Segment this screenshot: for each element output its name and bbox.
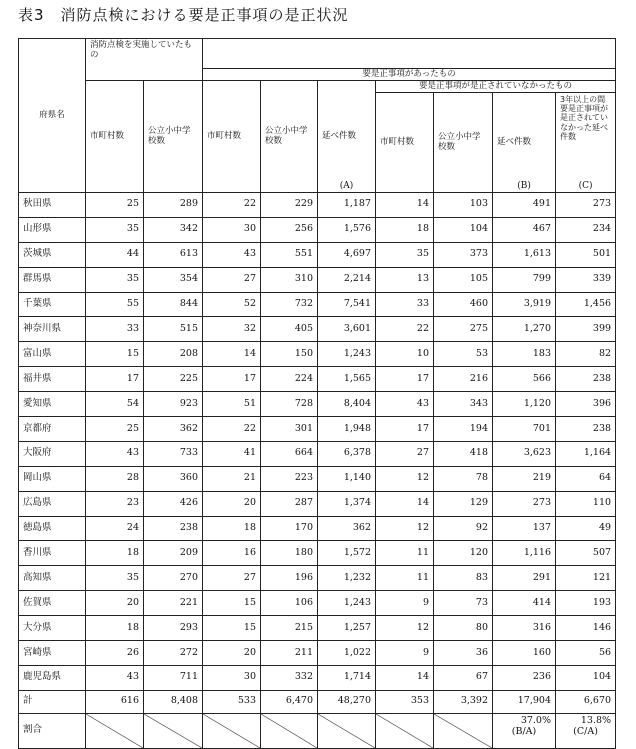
- table-cell: 234: [556, 217, 616, 242]
- table-cell: 287: [261, 491, 318, 516]
- table-cell: 12: [376, 616, 434, 641]
- table-cell: 30: [203, 665, 261, 690]
- table-cell: 20: [86, 591, 144, 616]
- total-cell: 616: [86, 690, 144, 713]
- table-cell: 844: [144, 292, 203, 317]
- table-cell: 83: [434, 566, 493, 591]
- table-cell: 396: [556, 392, 616, 417]
- table-cell: 360: [144, 466, 203, 491]
- table-cell: 551: [261, 242, 318, 267]
- table-cell: 27: [203, 267, 261, 292]
- table-cell: 67: [434, 665, 493, 690]
- table-row: [19, 193, 616, 218]
- table-row: [19, 367, 616, 392]
- table-cell: 1,576: [318, 217, 376, 242]
- table-cell: 1,270: [493, 317, 556, 342]
- table-cell: 1,613: [493, 242, 556, 267]
- table-cell: 196: [261, 566, 318, 591]
- table-cell: 1,714: [318, 665, 376, 690]
- pref-name: 大阪府: [19, 441, 86, 466]
- table-row: [19, 566, 616, 591]
- table-cell: 26: [86, 641, 144, 666]
- table-cell: 316: [493, 616, 556, 641]
- header-required-total-label: 延べ件数: [322, 130, 357, 141]
- table-row: [19, 516, 616, 541]
- pref-name: 千葉県: [19, 292, 86, 317]
- total-cell: 17,904: [493, 690, 556, 713]
- table-cell: 110: [556, 491, 616, 516]
- table-cell: 491: [493, 193, 556, 218]
- table-cell: 1,120: [493, 392, 556, 417]
- table-cell: 701: [493, 417, 556, 442]
- table-row: [19, 267, 616, 292]
- table-cell: 160: [493, 641, 556, 666]
- table-cell: 219: [493, 466, 556, 491]
- table-cell: 129: [434, 491, 493, 516]
- table-cell: 223: [261, 466, 318, 491]
- table-title: 表3 消防点検における要是正事項の是正状況: [18, 6, 349, 24]
- table-cell: 507: [556, 541, 616, 566]
- ratio-c-formula: (C/A): [573, 725, 598, 737]
- table-cell: 22: [203, 417, 261, 442]
- table-cell: 10: [376, 342, 434, 367]
- table-cell: 613: [144, 242, 203, 267]
- total-cell: 6,670: [556, 690, 616, 713]
- table-cell: 78: [434, 466, 493, 491]
- table-cell: 106: [261, 591, 318, 616]
- table-cell: 1,187: [318, 193, 376, 218]
- table-cell: 733: [144, 441, 203, 466]
- table-cell: 225: [144, 367, 203, 392]
- pref-name: 高知県: [19, 566, 86, 591]
- header-uncorrected-municipalities: 市町村数: [376, 93, 434, 193]
- table-cell: 121: [556, 566, 616, 591]
- table-cell: 923: [144, 392, 203, 417]
- total-cell: 3,392: [434, 690, 493, 713]
- table-cell: 80: [434, 616, 493, 641]
- table-cell: 23: [86, 491, 144, 516]
- table-cell: 18: [203, 516, 261, 541]
- table-cell: 16: [203, 541, 261, 566]
- table-cell: 224: [261, 367, 318, 392]
- table-cell: 12: [376, 466, 434, 491]
- table-cell: 273: [556, 193, 616, 218]
- table-cell: 52: [203, 292, 261, 317]
- mark-c: (C): [578, 180, 593, 191]
- table-cell: 35: [86, 267, 144, 292]
- table-cell: 238: [556, 367, 616, 392]
- total-cell: 533: [203, 690, 261, 713]
- table-row: [19, 641, 616, 666]
- mark-b: (B): [517, 180, 531, 191]
- header-uncorrected-group: 要是正事項が是正されていなかったもの: [376, 81, 616, 93]
- table-cell: 332: [261, 665, 318, 690]
- total-cell: 6,470: [261, 690, 318, 713]
- table-cell: 43: [203, 242, 261, 267]
- table-row: [19, 292, 616, 317]
- table-cell: 238: [556, 417, 616, 442]
- table-cell: 1,164: [556, 441, 616, 466]
- table-cell: 193: [556, 591, 616, 616]
- table-cell: 236: [493, 665, 556, 690]
- table-cell: 92: [434, 516, 493, 541]
- pref-name: 神奈川県: [19, 317, 86, 342]
- table-cell: 4,697: [318, 242, 376, 267]
- table-cell: 43: [376, 392, 434, 417]
- table-cell: 256: [261, 217, 318, 242]
- table-cell: 7,541: [318, 292, 376, 317]
- table-cell: 1,232: [318, 566, 376, 591]
- diagonal-cell: [86, 713, 144, 748]
- table-cell: 3,623: [493, 441, 556, 466]
- pref-name: 徳島県: [19, 516, 86, 541]
- table-cell: 799: [493, 267, 556, 292]
- table-cell: 460: [434, 292, 493, 317]
- total-cell: 8,408: [144, 690, 203, 713]
- table-cell: 30: [203, 217, 261, 242]
- table-cell: 399: [556, 317, 616, 342]
- table-body: [19, 193, 616, 691]
- inspection-table: [18, 38, 616, 749]
- table-cell: 33: [376, 292, 434, 317]
- pref-name: 岡山県: [19, 466, 86, 491]
- table-cell: 1,565: [318, 367, 376, 392]
- table-cell: 1,948: [318, 417, 376, 442]
- total-row: [19, 690, 616, 713]
- ratio-row: [19, 713, 616, 748]
- header-uncorrected-total-label: 延べ件数: [497, 136, 532, 147]
- table-cell: 25: [86, 417, 144, 442]
- pref-name: 佐賀県: [19, 591, 86, 616]
- header-three-years: [556, 93, 616, 193]
- table-cell: 1,116: [493, 541, 556, 566]
- table-cell: 170: [261, 516, 318, 541]
- table-cell: 194: [434, 417, 493, 442]
- pref-name: 茨城県: [19, 242, 86, 267]
- header-required-total: [318, 81, 376, 193]
- table-cell: 208: [144, 342, 203, 367]
- table-cell: 1,243: [318, 342, 376, 367]
- table-cell: 32: [203, 317, 261, 342]
- table-cell: 8,404: [318, 392, 376, 417]
- header-three-years-label: 3年以上の間要是正事項が是正されていなかった延べ件数: [560, 95, 609, 141]
- table-cell: 20: [203, 641, 261, 666]
- diagonal-cell: [144, 713, 203, 748]
- table-cell: 211: [261, 641, 318, 666]
- table-cell: 216: [434, 367, 493, 392]
- table-cell: 150: [261, 342, 318, 367]
- table-cell: 18: [86, 541, 144, 566]
- table-cell: 35: [86, 217, 144, 242]
- table-cell: 24: [86, 516, 144, 541]
- table-cell: 137: [493, 516, 556, 541]
- table-cell: 354: [144, 267, 203, 292]
- table-row: [19, 342, 616, 367]
- table-cell: 339: [556, 267, 616, 292]
- table-row: [19, 591, 616, 616]
- header-pref: 府県名: [19, 39, 86, 193]
- total-label: 計: [19, 690, 86, 713]
- table-cell: 362: [144, 417, 203, 442]
- table-cell: 728: [261, 392, 318, 417]
- table-cell: 104: [556, 665, 616, 690]
- table-row: [19, 491, 616, 516]
- table-cell: 43: [86, 441, 144, 466]
- table-cell: 275: [434, 317, 493, 342]
- table-cell: 711: [144, 665, 203, 690]
- table-cell: 6,378: [318, 441, 376, 466]
- table-cell: 501: [556, 242, 616, 267]
- table-cell: 1,140: [318, 466, 376, 491]
- table-cell: 36: [434, 641, 493, 666]
- table-cell: 17: [86, 367, 144, 392]
- table-cell: 43: [86, 665, 144, 690]
- pref-name: 京都府: [19, 417, 86, 442]
- table-cell: 289: [144, 193, 203, 218]
- table-cell: 73: [434, 591, 493, 616]
- table-cell: 3,919: [493, 292, 556, 317]
- table-cell: 291: [493, 566, 556, 591]
- table-cell: 51: [203, 392, 261, 417]
- table-cell: 9: [376, 641, 434, 666]
- table-cell: 238: [144, 516, 203, 541]
- table-cell: 35: [86, 566, 144, 591]
- header-uncorrected-total: [493, 93, 556, 193]
- table-row: [19, 441, 616, 466]
- table-cell: 21: [203, 466, 261, 491]
- table-cell: 18: [86, 616, 144, 641]
- table-row: [19, 417, 616, 442]
- table-cell: 49: [556, 516, 616, 541]
- table-cell: 18: [376, 217, 434, 242]
- table-cell: 14: [203, 342, 261, 367]
- table-cell: 44: [86, 242, 144, 267]
- table-cell: 301: [261, 417, 318, 442]
- table-row: [19, 217, 616, 242]
- table-cell: 270: [144, 566, 203, 591]
- header-required-schools: 公立小中学校数: [261, 81, 318, 193]
- table-cell: 53: [434, 342, 493, 367]
- table-cell: 15: [203, 591, 261, 616]
- table-cell: 28: [86, 466, 144, 491]
- table-row: [19, 392, 616, 417]
- pref-name: 大分県: [19, 616, 86, 641]
- ratio-b-cell: [493, 713, 556, 748]
- table-cell: 25: [86, 193, 144, 218]
- diagonal-cell: [376, 713, 434, 748]
- table-cell: 27: [203, 566, 261, 591]
- table-cell: 221: [144, 591, 203, 616]
- diagonal-cell: [261, 713, 318, 748]
- table-cell: 56: [556, 641, 616, 666]
- pref-name: 山形県: [19, 217, 86, 242]
- table-cell: 22: [203, 193, 261, 218]
- header-required-municipalities: 市町村数: [203, 81, 261, 193]
- table-cell: 467: [493, 217, 556, 242]
- table-cell: 13: [376, 267, 434, 292]
- table-cell: 20: [203, 491, 261, 516]
- header-required-group: 要是正事項があったもの: [203, 69, 616, 81]
- table-cell: 55: [86, 292, 144, 317]
- table-cell: 15: [86, 342, 144, 367]
- table-cell: 17: [376, 417, 434, 442]
- table-cell: 3,601: [318, 317, 376, 342]
- table-row: [19, 541, 616, 566]
- table-cell: 272: [144, 641, 203, 666]
- table-cell: 35: [376, 242, 434, 267]
- table-cell: 405: [261, 317, 318, 342]
- table-cell: 1,374: [318, 491, 376, 516]
- table-cell: 180: [261, 541, 318, 566]
- table-cell: 11: [376, 541, 434, 566]
- diagonal-cell: [318, 713, 376, 748]
- table-cell: 414: [493, 591, 556, 616]
- table-row: [19, 242, 616, 267]
- table-cell: 293: [144, 616, 203, 641]
- total-cell: 48,270: [318, 690, 376, 713]
- pref-name: 広島県: [19, 491, 86, 516]
- table-cell: 105: [434, 267, 493, 292]
- table-cell: 418: [434, 441, 493, 466]
- table-cell: 310: [261, 267, 318, 292]
- table-cell: 15: [203, 616, 261, 641]
- ratio-c-cell: [556, 713, 616, 748]
- table-row: [19, 665, 616, 690]
- header-spacer: [203, 39, 616, 69]
- table-cell: 229: [261, 193, 318, 218]
- pref-name: 福井県: [19, 367, 86, 392]
- table-cell: 54: [86, 392, 144, 417]
- pref-name: 富山県: [19, 342, 86, 367]
- table-cell: 17: [376, 367, 434, 392]
- mark-a: (A): [339, 180, 354, 191]
- table-cell: 27: [376, 441, 434, 466]
- table-cell: 343: [434, 392, 493, 417]
- table-cell: 1,243: [318, 591, 376, 616]
- pref-name: 鹿児島県: [19, 665, 86, 690]
- table-cell: 12: [376, 516, 434, 541]
- table-cell: 209: [144, 541, 203, 566]
- table-cell: 362: [318, 516, 376, 541]
- header-inspect-municipalities: 市町村数: [86, 81, 144, 193]
- ratio-c-pct: 13.8%: [580, 714, 612, 726]
- header-inspect-group: 消防点検を実施していたもの: [86, 39, 203, 81]
- table-cell: 146: [556, 616, 616, 641]
- table-cell: 664: [261, 441, 318, 466]
- table-cell: 1,257: [318, 616, 376, 641]
- table-cell: 120: [434, 541, 493, 566]
- table-cell: 373: [434, 242, 493, 267]
- pref-name: 愛知県: [19, 392, 86, 417]
- ratio-b-formula: (B/A): [511, 725, 537, 737]
- table-cell: 215: [261, 616, 318, 641]
- table-row: [19, 466, 616, 491]
- table-cell: 1,456: [556, 292, 616, 317]
- table-cell: 17: [203, 367, 261, 392]
- table-cell: 82: [556, 342, 616, 367]
- table-cell: 103: [434, 193, 493, 218]
- table-cell: 566: [493, 367, 556, 392]
- table-cell: 2,214: [318, 267, 376, 292]
- table-cell: 22: [376, 317, 434, 342]
- diagonal-cell: [203, 713, 261, 748]
- table-cell: 11: [376, 566, 434, 591]
- total-cell: 353: [376, 690, 434, 713]
- table-cell: 732: [261, 292, 318, 317]
- header-uncorrected-schools: 公立小中学校数: [434, 93, 493, 193]
- pref-name: 宮崎県: [19, 641, 86, 666]
- table-cell: 273: [493, 491, 556, 516]
- table-row: [19, 616, 616, 641]
- header-inspect-schools: 公立小中学校数: [144, 81, 203, 193]
- table-cell: 426: [144, 491, 203, 516]
- table-cell: 1,572: [318, 541, 376, 566]
- table-cell: 33: [86, 317, 144, 342]
- table-cell: 342: [144, 217, 203, 242]
- ratio-label: 割合: [19, 713, 86, 748]
- table-cell: 1,022: [318, 641, 376, 666]
- table-cell: 41: [203, 441, 261, 466]
- pref-name: 群馬県: [19, 267, 86, 292]
- table-cell: 9: [376, 591, 434, 616]
- table-cell: 14: [376, 193, 434, 218]
- pref-name: 香川県: [19, 541, 86, 566]
- table-cell: 183: [493, 342, 556, 367]
- table-cell: 14: [376, 665, 434, 690]
- table-cell: 515: [144, 317, 203, 342]
- pref-name: 秋田県: [19, 193, 86, 218]
- table-row: [19, 317, 616, 342]
- table-cell: 104: [434, 217, 493, 242]
- diagonal-cell: [434, 713, 493, 748]
- table-cell: 14: [376, 491, 434, 516]
- ratio-b-pct: 37.0%: [520, 714, 552, 726]
- table-cell: 64: [556, 466, 616, 491]
